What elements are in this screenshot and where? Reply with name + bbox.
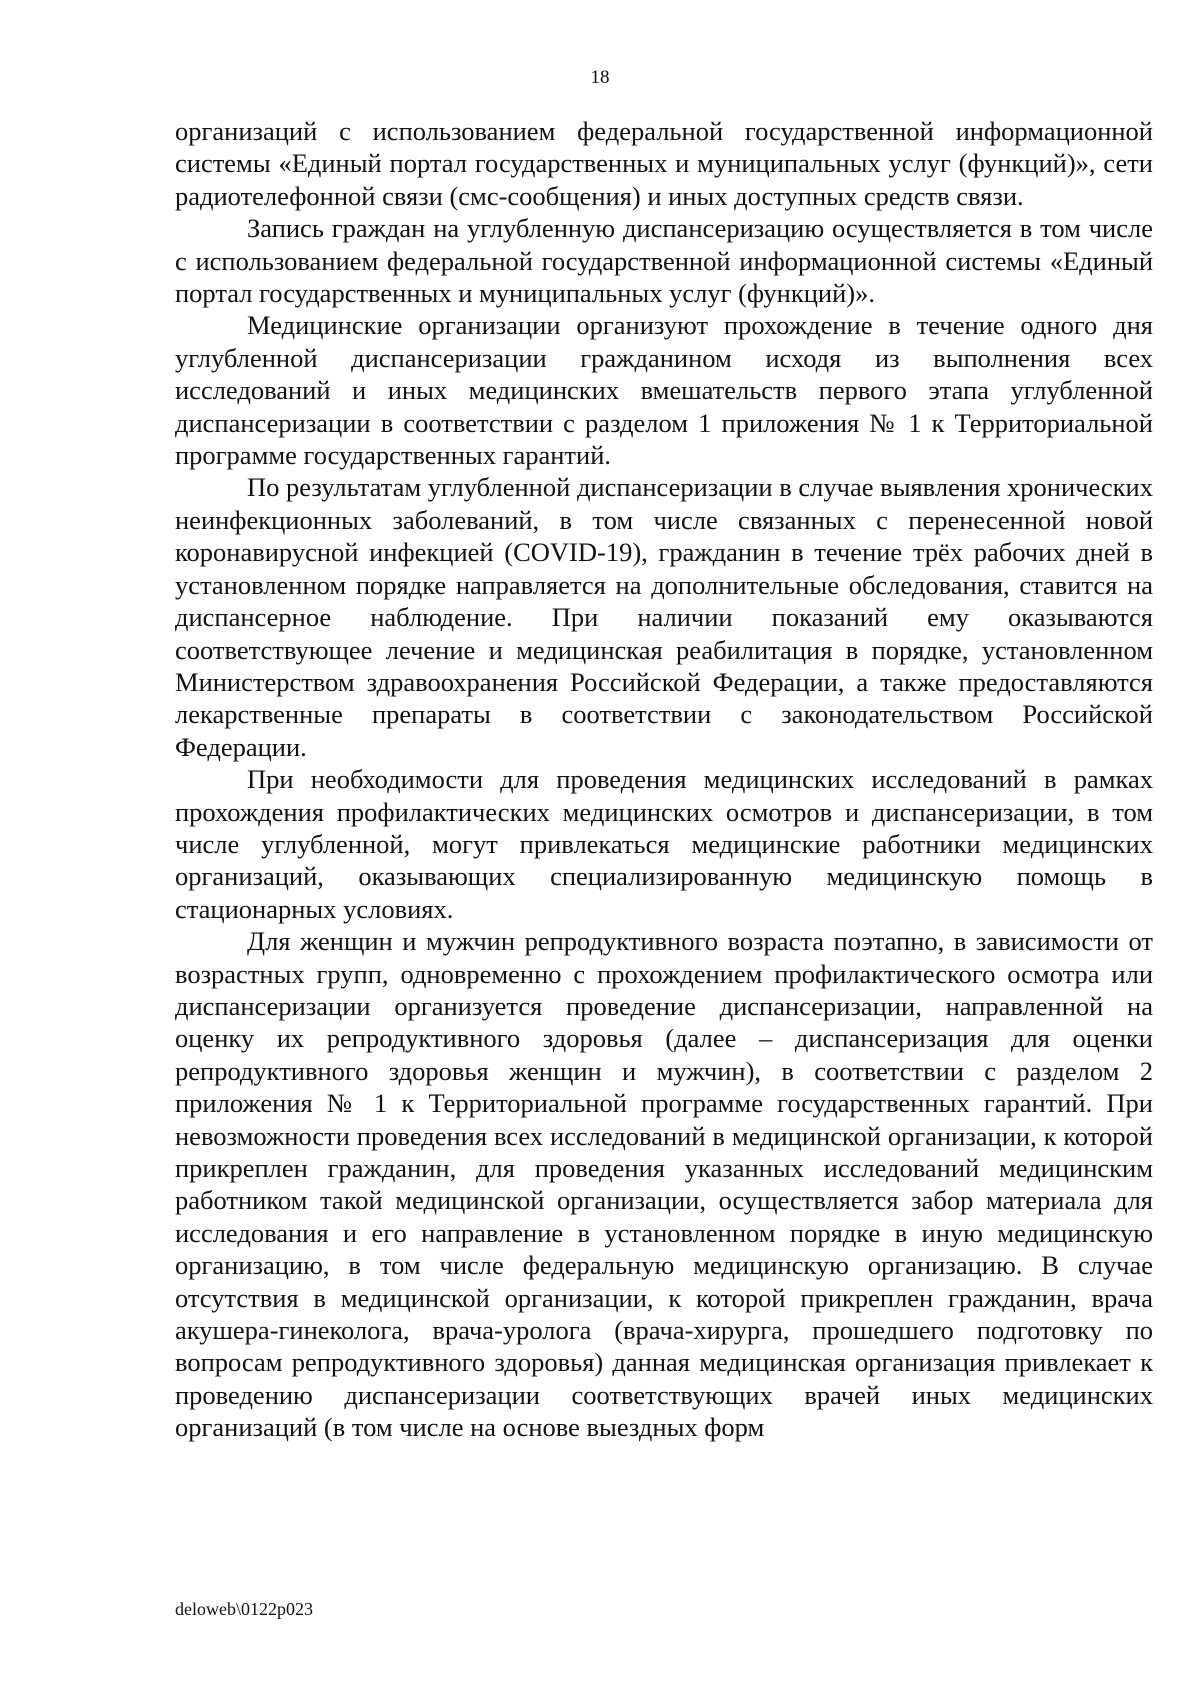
paragraph-results: По результатам углубленной диспансеризации в случае выявления хронических неинфекционных заболеваний, в том числе связанных с перенесенной новой коронавирусной инфекцией (COVID-19), гражданин в течение трёх рабочих дней в установленном порядке направляется на дополнительные обследования, ставится на диспансерное наблюдение. При наличии показаний ему оказываются соответствующее лечение и медицинская реабилитация в порядке, установленном Министерством здравоохранения Российской Федерации, а также предоставляются лекарственные препараты в соответствии с законодательством Российской Федерации.: [175, 472, 1153, 762]
page-number: 18: [590, 67, 610, 88]
document-footer-code: deloweb\0122p023: [175, 1599, 313, 1619]
paragraph-involvement: При необходимости для проведения медицинских исследований в рамках прохождения профилактических медицинских осмотров и диспансеризации, в том числе углубленной, могут привлекаться медицинские работники медицинских организаций, оказывающих специализированную медицинскую помощь в стационарных условиях.: [175, 764, 1153, 924]
paragraph-reproductive-health: Для женщин и мужчин репродуктивного возраста поэтапно, в зависимости от возрастных групп, одновременно с прохождением профилактического осмотра или диспансеризации организуется проведение диспансеризации, направленной на оценку их репродуктивного здоровья (далее – диспансеризация для оценки репродуктивного здоровья женщин и мужчин), в соответствии с разделом 2 приложения № 1 к Территориальной программе государственных гарантий. При невозможности проведения всех исследований в медицинской организации, к которой прикреплен гражданин, для проведения указанных исследований медицинским работником такой медицинской организации, осуществляется забор материала для исследования и его направление в установленном порядке в иную медицинскую организацию, в том числе федеральную медицинскую организацию. В случае отсутствия в медицинской организации, к которой прикреплен гражданин, врача акушера-гинеколога, врача-уролога (врача-хирурга, прошедшего подготовку по вопросам репродуктивного здоровья) данная медицинская организация привлекает к проведению диспансеризации соответствующих врачей иных медицинских организаций (в том числе на основе выездных форм: [175, 926, 1153, 1443]
paragraph-registration: Запись граждан на углубленную диспансеризацию осуществляется в том числе с использованием федеральной государственной информационной системы «Единый портал государственных и муниципальных услуг (функций)».: [175, 213, 1153, 309]
document-body: [175, 115, 1153, 1444]
paragraph-continuation: организаций с использованием федеральной государственной информационной системы «Единый портал государственных и муниципальных услуг (функций)», сети радиотелефонной связи (смс-сообщения) и иных доступных средств связи.: [175, 116, 1153, 211]
paragraph-one-day-procedure: Медицинские организации организуют прохождение в течение одного дня углубленной диспансеризации гражданином исходя из выполнения всех исследований и иных медицинских вмешательств первого этапа углубленной диспансеризации в соответствии с разделом 1 приложения № 1 к Территориальной программе государственных гарантий.: [175, 310, 1153, 471]
